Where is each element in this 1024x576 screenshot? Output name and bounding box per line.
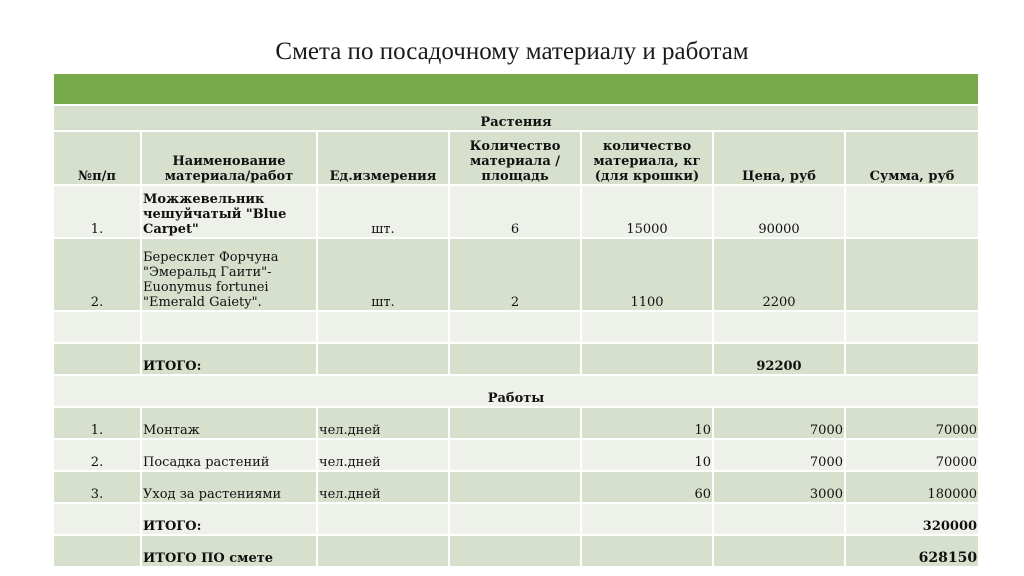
header-name: Наименование материала/работ <box>141 131 317 185</box>
row-sum: 180000 <box>845 471 979 503</box>
row-name: Монтаж <box>141 407 317 439</box>
row-num: 2. <box>53 439 141 471</box>
row-sum: 70000 <box>845 407 979 439</box>
table-row <box>53 439 979 471</box>
section-title-works: Работы <box>53 375 979 407</box>
empty-cell <box>449 503 581 535</box>
page-title: Смета по посадочному материалу и работам <box>275 38 749 65</box>
empty-cell <box>53 503 141 535</box>
row-unit: чел.дней <box>317 439 449 471</box>
works-total-label: ИТОГО: <box>141 503 317 535</box>
empty-cell <box>53 343 141 375</box>
works-total-value: 320000 <box>845 503 979 535</box>
row-sum: 70000 <box>845 439 979 471</box>
header-price: Цена, руб <box>713 131 845 185</box>
empty-cell <box>317 343 449 375</box>
empty-cell <box>581 503 713 535</box>
row-unit: шт. <box>317 185 449 238</box>
row-qty: 6 <box>449 185 581 238</box>
empty-cell <box>449 535 581 567</box>
empty-cell <box>141 311 317 343</box>
row-qty-kg: 15000 <box>581 185 713 238</box>
grand-total-value: 628150 <box>845 535 979 567</box>
empty-cell <box>317 311 449 343</box>
row-price: 2200 <box>713 238 845 311</box>
plants-total-value: 92200 <box>713 343 845 375</box>
table-row <box>53 407 979 439</box>
column-header-row <box>53 131 979 185</box>
row-num: 2. <box>53 238 141 311</box>
row-name: Можжевельник чешуйчатый "Blue Carpet" <box>141 185 317 238</box>
row-price: 3000 <box>713 471 845 503</box>
table-row <box>53 238 979 311</box>
row-name: Посадка растений <box>141 439 317 471</box>
empty-cell <box>845 343 979 375</box>
row-num: 1. <box>53 407 141 439</box>
row-unit: чел.дней <box>317 471 449 503</box>
plants-total-label: ИТОГО: <box>141 343 317 375</box>
header-bar <box>53 73 979 105</box>
row-price: 7000 <box>713 407 845 439</box>
empty-cell <box>317 535 449 567</box>
empty-cell <box>713 311 845 343</box>
grand-total-label: ИТОГО ПО смете <box>141 535 317 567</box>
empty-cell <box>449 471 581 503</box>
header-bar-row <box>53 73 979 105</box>
row-price: 7000 <box>713 439 845 471</box>
row-num: 1. <box>53 185 141 238</box>
row-qty-kg: 10 <box>581 439 713 471</box>
estimate-table <box>52 72 980 568</box>
empty-cell <box>581 311 713 343</box>
row-qty-kg: 1100 <box>581 238 713 311</box>
section-row-works <box>53 375 979 407</box>
header-num: №п/п <box>53 131 141 185</box>
row-unit: чел.дней <box>317 407 449 439</box>
row-name: Уход за растениями <box>141 471 317 503</box>
row-qty-kg: 60 <box>581 471 713 503</box>
row-sum <box>845 238 979 311</box>
header-sum: Сумма, руб <box>845 131 979 185</box>
empty-cell <box>581 343 713 375</box>
empty-cell <box>317 503 449 535</box>
section-row-plants <box>53 105 979 131</box>
row-sum <box>845 185 979 238</box>
empty-cell <box>449 311 581 343</box>
empty-cell <box>713 535 845 567</box>
row-unit: шт. <box>317 238 449 311</box>
row-num: 3. <box>53 471 141 503</box>
empty-cell <box>53 535 141 567</box>
empty-cell <box>581 535 713 567</box>
header-unit: Ед.измерения <box>317 131 449 185</box>
works-total-row <box>53 503 979 535</box>
row-qty: 2 <box>449 238 581 311</box>
table-row <box>53 471 979 503</box>
header-qty-area: Количество материала /площадь <box>449 131 581 185</box>
row-qty-kg: 10 <box>581 407 713 439</box>
grand-total-row <box>53 535 979 567</box>
row-name: Бересклет Форчуна "Эмеральд Гаити"- Euonymus fortunei "Emerald Gaiety". <box>141 238 317 311</box>
plants-total-row <box>53 343 979 375</box>
empty-cell <box>449 343 581 375</box>
table-row-empty <box>53 311 979 343</box>
empty-cell <box>449 439 581 471</box>
empty-cell <box>713 503 845 535</box>
section-title-plants: Растения <box>53 105 979 131</box>
empty-cell <box>53 311 141 343</box>
empty-cell <box>449 407 581 439</box>
empty-cell <box>845 311 979 343</box>
row-price: 90000 <box>713 185 845 238</box>
table-row <box>53 185 979 238</box>
header-qty-kg: количество материала, кг (для крошки) <box>581 131 713 185</box>
